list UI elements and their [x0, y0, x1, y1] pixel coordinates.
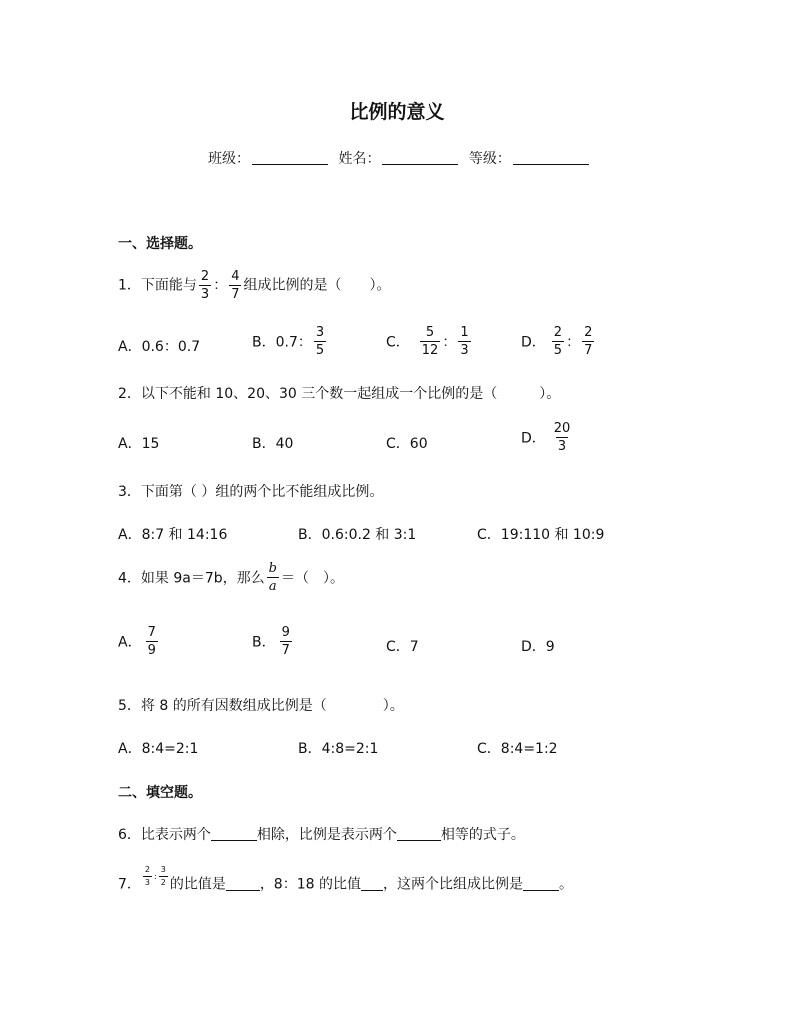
q6-blank-2[interactable]	[397, 826, 441, 841]
q1-fraction-2: $\frac{4}{7}$	[231, 269, 240, 302]
q6-blank-1[interactable]	[211, 826, 257, 841]
q1-stem: 1．下面能与	[118, 277, 197, 294]
question-1	[118, 270, 390, 301]
page-title: 比例的意义	[349, 101, 445, 123]
q3-option-a[interactable]: A．8:7 和 14:16	[118, 527, 228, 543]
q4-option-b[interactable]: B． $\frac{9}{7}$	[252, 625, 290, 658]
q7-fraction-1: $\frac{2}{3}$	[144, 865, 151, 887]
q3-option-c[interactable]: C．19:110 和 10:9	[477, 527, 605, 543]
q5-option-a[interactable]: A．8:4=2:1	[118, 741, 199, 757]
q7-blank-1[interactable]	[226, 876, 260, 891]
q4-option-d[interactable]: D．9	[521, 639, 555, 655]
q4-option-a[interactable]: A． $\frac{7}{9}$	[118, 625, 156, 658]
q1-option-b[interactable]: B．0.7： $\frac{3}{5}$	[252, 325, 325, 358]
q2-option-a[interactable]: A．15	[118, 436, 160, 452]
grade-blank[interactable]	[513, 149, 589, 165]
q1-option-d[interactable]: D． $\frac{2}{5}$ ： $\frac{2}{7}$	[521, 325, 593, 358]
q2-option-b[interactable]: B．40	[252, 436, 294, 452]
section-choice-heading: 一、选择题。	[118, 236, 202, 252]
q1-option-c[interactable]: C． $\frac{5}{12}$ ： $\frac{1}{3}$	[386, 325, 469, 358]
q1-ratio-sign: ：	[213, 277, 228, 294]
student-info-row	[208, 148, 595, 168]
question-5: 5．将 8 的所有因数组成比例是（ ）。	[118, 698, 404, 714]
q5-option-b[interactable]: B．4:8=2:1	[298, 741, 379, 757]
class-blank[interactable]	[252, 149, 328, 165]
q2-option-c[interactable]: C．60	[386, 436, 428, 452]
q2-option-d[interactable]: D． $\frac{20}{3}$	[521, 421, 571, 454]
grade-label: 等级：	[468, 151, 511, 167]
q5-option-c[interactable]: C．8:4=1:2	[477, 741, 558, 757]
question-7: 7． $\frac{2}{3}$ : $\frac{3}{2}$ 的比值是 ，8：18 的比值 ，这两个比组成比例是 。	[118, 865, 573, 893]
q7-blank-2[interactable]	[361, 876, 383, 891]
class-label: 班级：	[208, 151, 250, 167]
question-6: 6．比表示两个 相除，比例是表示两个 相等的式子。	[118, 827, 525, 843]
question-4: 4．如果 9a＝7b，那么 $\frac{b}{a}$ ＝（ ）。	[118, 561, 344, 594]
question-2: 2．以下不能和 10、20、30 三个数一起组成一个比例的是（ ）。	[118, 386, 561, 402]
q1-tail: 组成比例的是（ ）。	[243, 277, 391, 294]
q1-fraction-1: $\frac{2}{3}$	[200, 269, 210, 302]
q1-option-a[interactable]: A．0.6：0.7	[118, 339, 201, 355]
q4-fraction: $\frac{b}{a}$	[268, 561, 277, 594]
name-blank[interactable]	[382, 149, 458, 165]
name-label: 姓名：	[338, 151, 381, 167]
question-3: 3．下面第（ ）组的两个比不能组成比例。	[118, 484, 384, 500]
q4-option-c[interactable]: C．7	[386, 639, 419, 655]
q7-fraction-2: $\frac{3}{2}$	[160, 865, 166, 887]
section-fill-heading: 二、填空题。	[118, 785, 202, 801]
q3-option-b[interactable]: B．0.6:0.2 和 3:1	[298, 527, 417, 543]
q7-blank-3[interactable]	[523, 876, 559, 891]
